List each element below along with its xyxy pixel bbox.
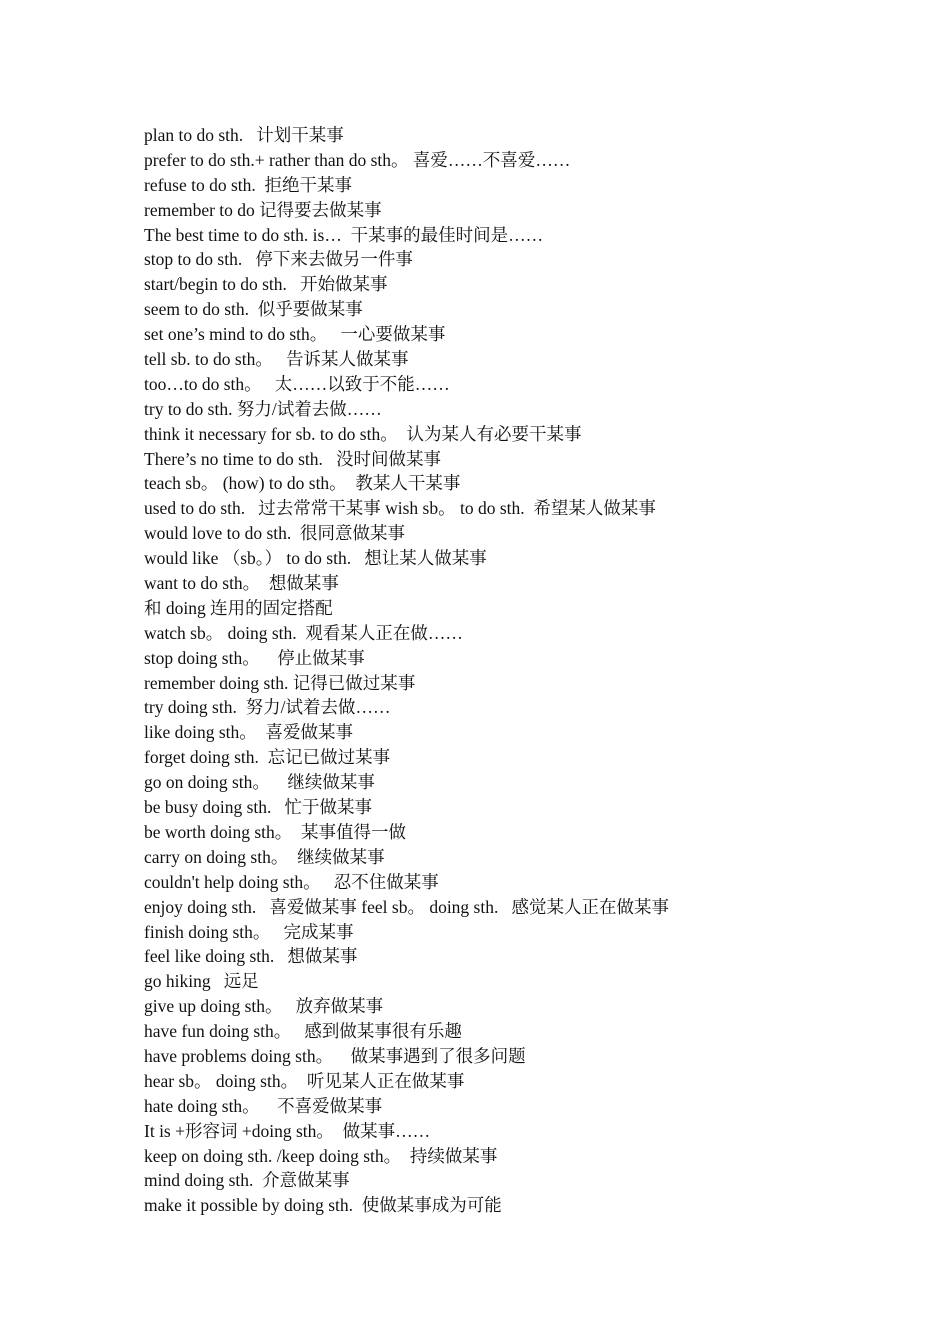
phrase-line: enjoy doing sth. 喜爱做某事 feel sb。 doing sth. 感觉某人正在做某事 (144, 896, 669, 917)
phrase-line: prefer to do sth.+ rather than do sth。 喜爱……不喜爱…… (144, 149, 571, 170)
phrase-line: stop to do sth. 停下来去做另一件事 (144, 249, 413, 270)
phrase-line: want to do sth。 想做某事 (144, 573, 339, 594)
phrase-line: refuse to do sth. 拒绝干某事 (144, 174, 353, 195)
phrase-line: The best time to do sth. is… 干某事的最佳时间是…… (144, 224, 544, 245)
phrase-line: watch sb。 doing sth. 观看某人正在做…… (144, 622, 463, 643)
phrase-line: have fun doing sth。 感到做某事很有乐趣 (144, 1021, 462, 1042)
phrase-line: make it possible by doing sth. 使做某事成为可能 (144, 1195, 502, 1216)
phrase-line: feel like doing sth. 想做某事 (144, 946, 358, 967)
phrase-line: think it necessary for sb. to do sth。 认为某人有必要干某事 (144, 423, 582, 444)
phrase-line: finish doing sth。 完成某事 (144, 921, 354, 942)
section-heading: 和 doing 连用的固定搭配 (144, 597, 333, 618)
phrase-line: tell sb. to do sth。 告诉某人做某事 (144, 349, 409, 370)
phrase-line: hate doing sth。 不喜爱做某事 (144, 1095, 383, 1116)
phrase-line: stop doing sth。 停止做某事 (144, 647, 365, 668)
phrase-line: go on doing sth。 继续做某事 (144, 772, 375, 793)
phrase-line: would love to do sth. 很同意做某事 (144, 523, 406, 544)
phrase-line: It is +形容词 +doing sth。 做某事…… (144, 1120, 431, 1141)
phrase-line: remember to do 记得要去做某事 (144, 199, 382, 220)
phrase-line: mind doing sth. 介意做某事 (144, 1170, 350, 1191)
phrase-line: too…to do sth。 太……以致于不能…… (144, 373, 450, 394)
phrase-list (144, 123, 669, 1218)
phrase-line: would like （sb。） to do sth. 想让某人做某事 (144, 548, 487, 569)
phrase-line: couldn't help doing sth。 忍不住做某事 (144, 871, 439, 892)
phrase-line: give up doing sth。 放弃做某事 (144, 996, 384, 1017)
phrase-line: try doing sth. 努力/试着去做…… (144, 697, 391, 718)
phrase-line: go hiking 远足 (144, 971, 259, 992)
phrase-line: set one’s mind to do sth。 一心要做某事 (144, 324, 446, 345)
phrase-line: seem to do sth. 似乎要做某事 (144, 299, 363, 320)
phrase-line: like doing sth。 喜爱做某事 (144, 722, 354, 743)
phrase-line: carry on doing sth。 继续做某事 (144, 846, 385, 867)
phrase-line: used to do sth. 过去常常干某事 wish sb。 to do sth. 希望某人做某事 (144, 498, 656, 519)
phrase-line: forget doing sth. 忘记已做过某事 (144, 747, 391, 768)
phrase-line: There’s no time to do sth. 没时间做某事 (144, 448, 441, 469)
phrase-line: keep on doing sth. /keep doing sth。 持续做某事 (144, 1145, 498, 1166)
phrase-line: plan to do sth. 计划干某事 (144, 125, 344, 145)
phrase-line: be busy doing sth. 忙于做某事 (144, 797, 372, 818)
phrase-line: teach sb。 (how) to do sth。 教某人干某事 (144, 473, 461, 494)
phrase-line: have problems doing sth。 做某事遇到了很多问题 (144, 1045, 526, 1066)
phrase-line: hear sb。 doing sth。 听见某人正在做某事 (144, 1070, 465, 1091)
phrase-line: try to do sth. 努力/试着去做…… (144, 398, 382, 419)
phrase-line: remember doing sth. 记得已做过某事 (144, 672, 416, 693)
phrase-line: start/begin to do sth. 开始做某事 (144, 274, 388, 295)
phrase-line: be worth doing sth。 某事值得一做 (144, 821, 407, 842)
